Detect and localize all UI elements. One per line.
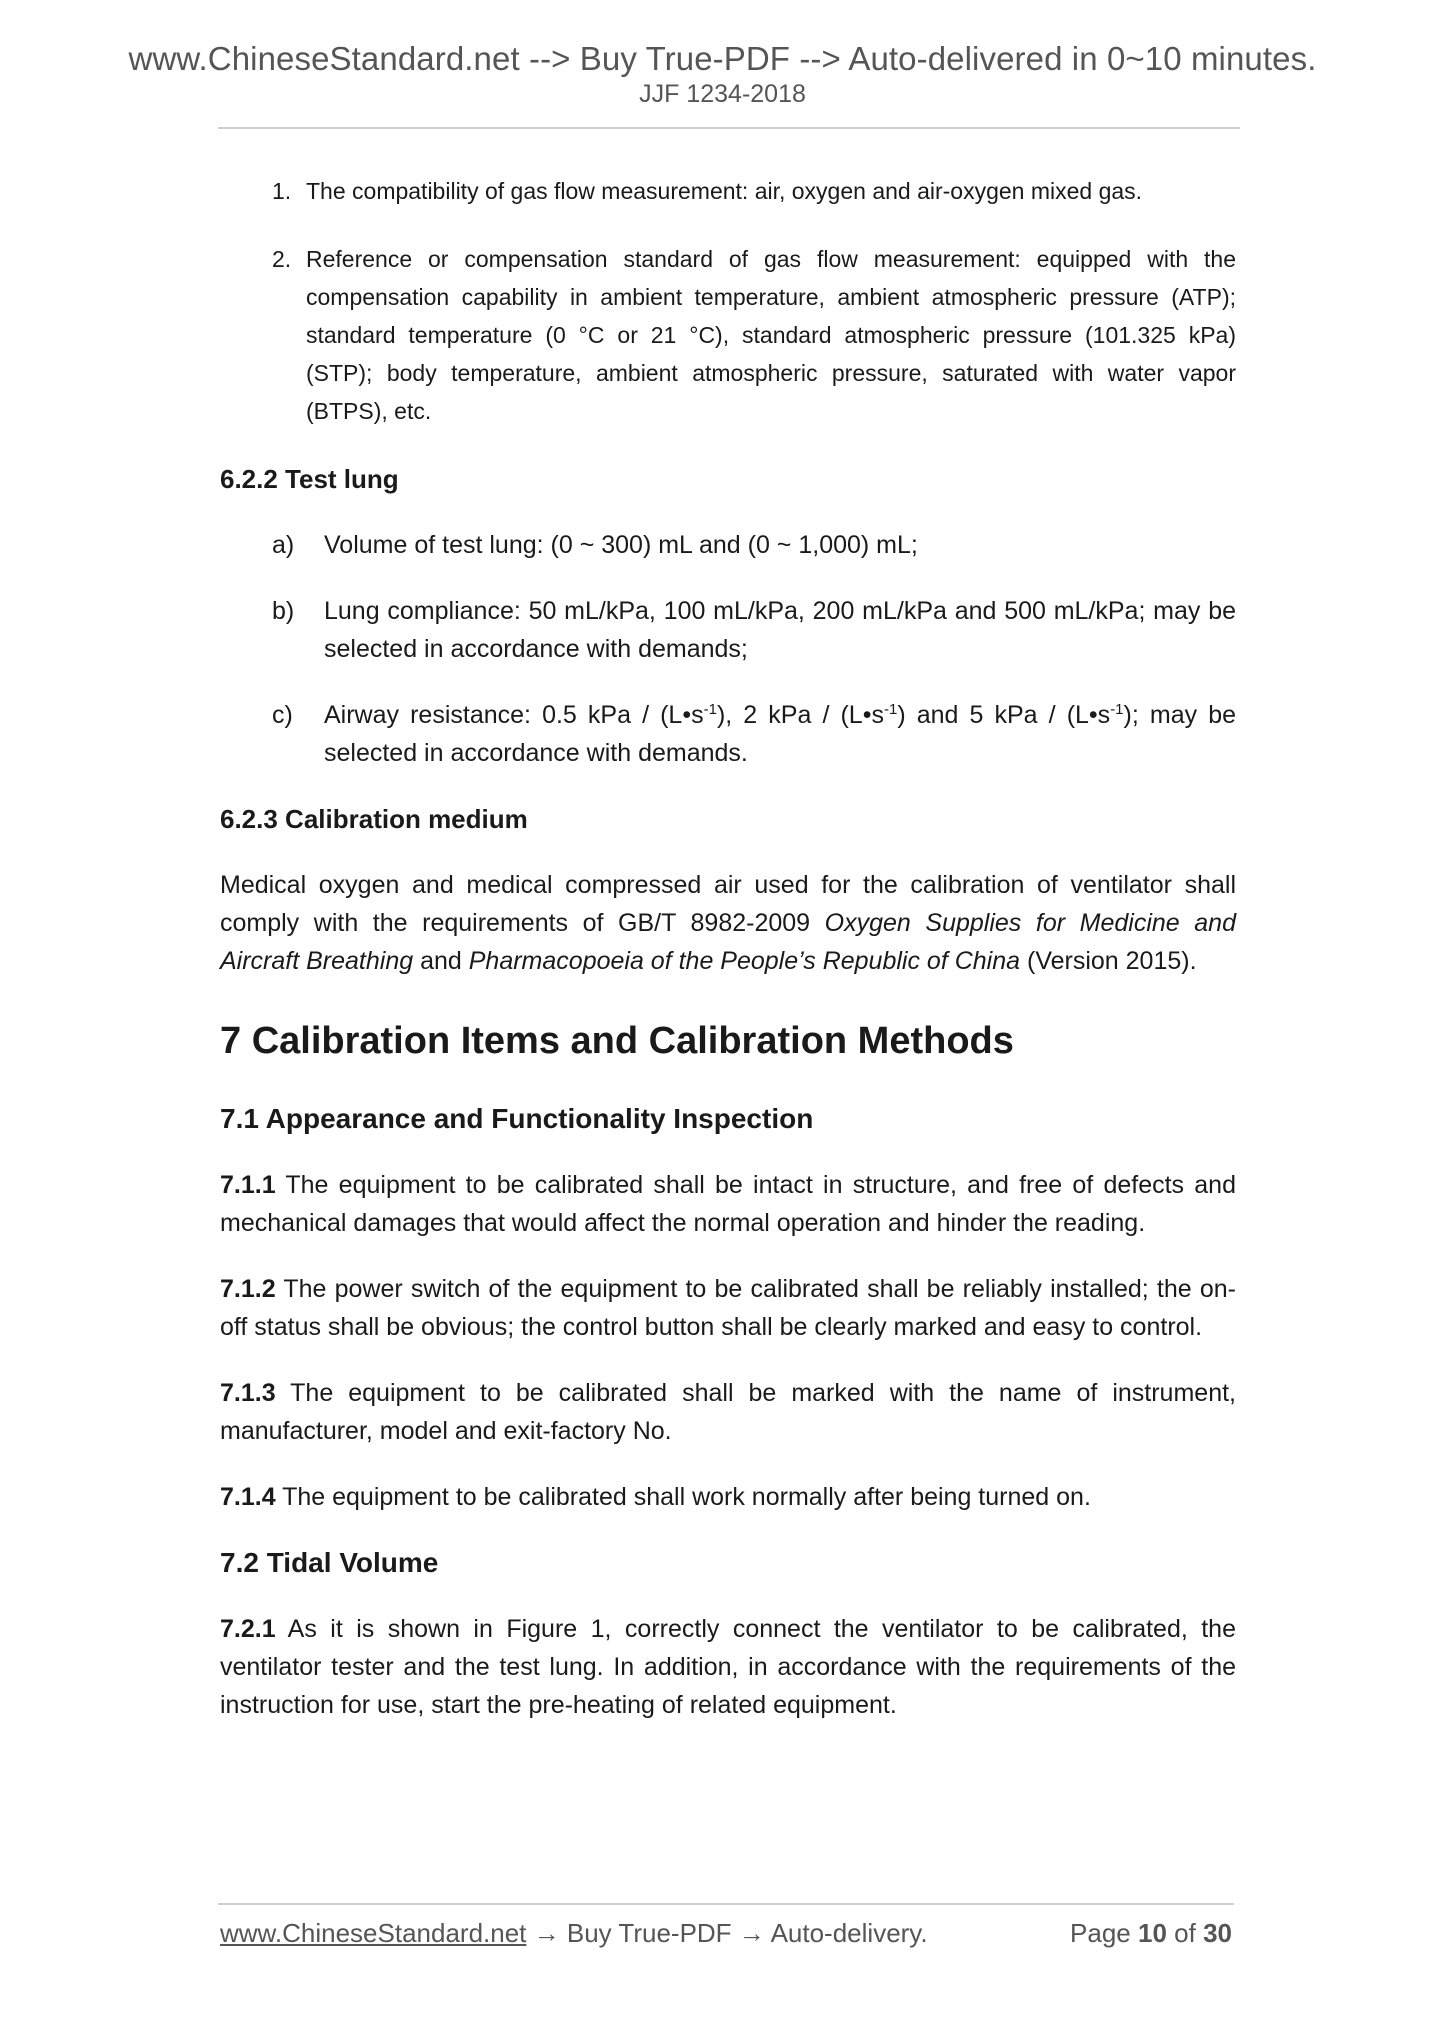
clause-7-2-1 [220, 1610, 1236, 1724]
text-run: ); may be selected in accordance with demands. [324, 701, 1237, 767]
list-item-text: The compatibility of gas flow measurement: air, oxygen and air-oxygen mixed gas. [306, 178, 1143, 204]
page-label: Page [1070, 1918, 1131, 1948]
page-total: 30 [1203, 1918, 1232, 1948]
text-run: Airway resistance: 0.5 kPa / (L•s [324, 701, 704, 729]
clause-7-1-1 [220, 1166, 1236, 1242]
clause-7-1-4 [220, 1478, 1236, 1516]
text-run: ) and 5 kPa / (L•s [897, 701, 1111, 729]
header-divider [218, 127, 1240, 129]
page-content [220, 172, 1236, 1752]
clause-text: The equipment to be calibrated shall be marked with the name of instrument, manufacturer, model and exit-factory No. [220, 1379, 1236, 1445]
text-run: Medical oxygen and medical compressed air used for the calibration of ventilator shall comply with the requirements of GB/T 8982-2009 [220, 871, 1236, 937]
clause-number: 7.1.1 [220, 1171, 276, 1199]
page-number: 10 [1138, 1918, 1167, 1948]
footer [220, 1918, 1232, 1958]
clause-number: 7.2.1 [220, 1615, 276, 1643]
list-item [220, 696, 1236, 772]
heading-7-2: 7.2 Tidal Volume [220, 1547, 439, 1578]
list-item-label: b) [272, 597, 295, 625]
list-item-label: a) [272, 531, 295, 559]
list-item-text: Reference or compensation standard of gas flow measurement: equipped with the compensation capability in ambient temperature, ambient atmospheric pressure (ATP); standard temperature (0 °C or 21 °C), standard atmospheric pressure (101.325 kPa) (STP); body temperature, ambient atmospheric pressure, saturated with water vapor (BTPS), etc. [306, 246, 1236, 424]
list-item [220, 172, 1236, 210]
paragraph-calibration-medium [220, 866, 1236, 980]
text-run: (Version 2015). [1020, 947, 1197, 975]
list-item-text: Volume of test lung: (0 ~ 300) mL and (0 ~ 1,000) mL; [324, 531, 918, 559]
clause-number: 7.1.2 [220, 1275, 276, 1303]
clause-text: The equipment to be calibrated shall work normally after being turned on. [275, 1483, 1091, 1511]
list-item-number: 1. [272, 178, 292, 204]
superscript: -1 [1110, 701, 1124, 718]
list-item-text [324, 701, 1236, 767]
document-code: JJF 1234-2018 [639, 80, 806, 108]
header-banner: www.ChineseStandard.net --> Buy True-PDF --> Auto-delivered in 0~10 minutes. [128, 40, 1317, 77]
list-item [220, 592, 1236, 668]
footer-divider [218, 1903, 1234, 1905]
list-item-number: 2. [272, 246, 292, 272]
italic-title: Oxygen Supplies for Medicine and Aircraft Breathing [220, 909, 1236, 975]
italic-title: Pharmacopoeia of the People’s Republic of China [468, 947, 1021, 975]
list-item [220, 526, 1236, 564]
clause-7-1-3 [220, 1374, 1236, 1450]
superscript: -1 [703, 701, 717, 718]
clause-number: 7.1.3 [220, 1379, 276, 1407]
clause-text: The power switch of the equipment to be calibrated shall be reliably installed; the on-off status shall be obvious; the control button shall be clearly marked and easy to control. [220, 1275, 1236, 1341]
clause-text: The equipment to be calibrated shall be intact in structure, and free of defects and mechanical damages that would affect the normal operation and hinder the reading. [220, 1171, 1236, 1237]
heading-6-2-2: 6.2.2 Test lung [220, 464, 399, 494]
text-run: ), 2 kPa / (L•s [716, 701, 884, 729]
page-indicator [1070, 1918, 1232, 1949]
superscript: -1 [883, 701, 898, 718]
footer-text: → Buy True-PDF → Auto-delivery. [526, 1918, 928, 1948]
list-item-text: Lung compliance: 50 mL/kPa, 100 mL/kPa, 200 mL/kPa and 500 mL/kPa; may be selected in accordance with demands; [324, 597, 1236, 663]
clause-text: As it is shown in Figure 1, correctly connect the ventilator to be calibrated, the ventilator tester and the test lung. In addition, in accordance with the requirements of the instruction for use, start the pre-heating of related equipment. [220, 1615, 1236, 1719]
footer-left [220, 1918, 928, 1949]
heading-6-2-3: 6.2.3 Calibration medium [220, 804, 528, 834]
clause-number: 7.1.4 [220, 1483, 276, 1511]
page-of-label: of [1174, 1918, 1196, 1948]
footer-link[interactable]: www.ChineseStandard.net [220, 1918, 527, 1948]
list-item-label: c) [272, 701, 293, 729]
heading-7-1: 7.1 Appearance and Functionality Inspection [220, 1103, 814, 1134]
list-item [220, 240, 1236, 430]
clause-7-1-2 [220, 1270, 1236, 1346]
heading-7: 7 Calibration Items and Calibration Methods [220, 1020, 1014, 1062]
text-run: and [413, 947, 469, 975]
